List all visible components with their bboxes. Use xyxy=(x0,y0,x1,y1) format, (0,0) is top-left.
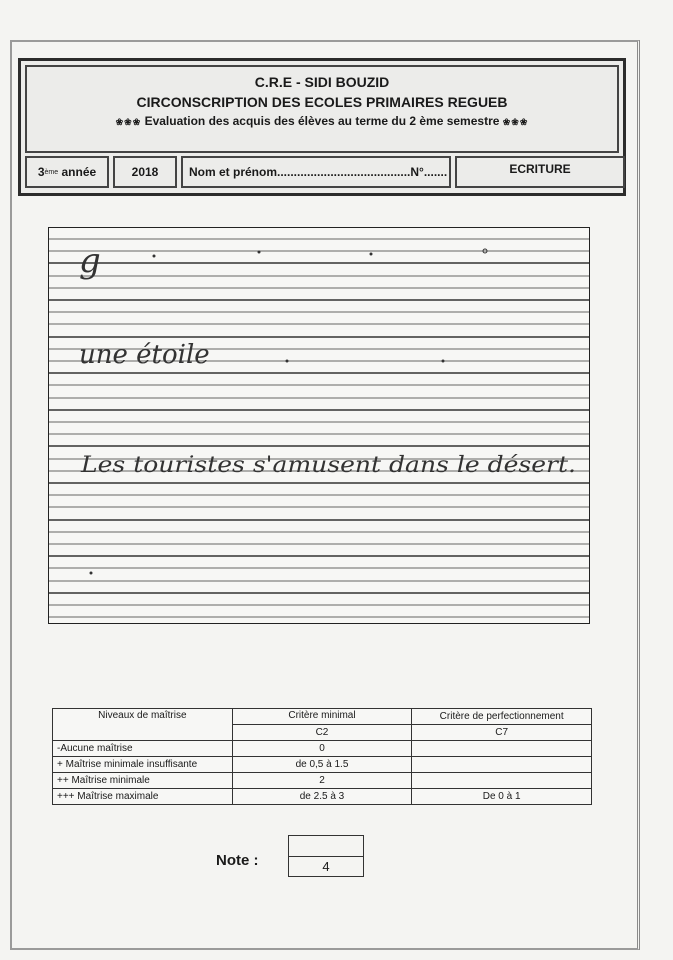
handwriting-area xyxy=(48,227,590,624)
evaluation-text: Evaluation des acquis des élèves au terme du 2 ème semestre xyxy=(144,114,500,128)
name-field[interactable]: Nom et prénom........................................N°....... xyxy=(181,156,451,188)
flower-ornament-right: ❀❀❀ xyxy=(502,117,529,127)
exam-header xyxy=(18,58,626,196)
header-info-row xyxy=(25,156,619,188)
c7-value xyxy=(412,741,592,757)
level-label: ++ Maîtrise minimale xyxy=(53,773,233,789)
flower-ornament-left: ❀❀❀ xyxy=(115,117,142,127)
grade-suffix: ème xyxy=(44,168,59,176)
header-title-box xyxy=(25,65,619,153)
note-label: Note : xyxy=(216,852,259,869)
c2-value: 0 xyxy=(232,741,412,757)
handwritten-sentence: Les touristes s'amusent dans le désert. xyxy=(79,453,577,478)
level-label: + Maîtrise minimale insuffisante xyxy=(53,757,233,773)
header-line-cre: C.R.E - SIDI BOUZID xyxy=(254,74,390,90)
grade-cell xyxy=(25,156,109,188)
ink-dot xyxy=(442,360,445,363)
note-box xyxy=(288,835,364,877)
c2-value: de 0,5 à 1.5 xyxy=(232,757,412,773)
header-line-circonscription: CIRCONSCRIPTION DES ECOLES PRIMAIRES REGUEB xyxy=(136,94,508,110)
table-row xyxy=(53,789,592,805)
c2-value: 2 xyxy=(232,773,412,789)
grading-grid xyxy=(52,708,592,805)
note-box-top xyxy=(289,836,363,857)
c7-value: De 0 à 1 xyxy=(412,789,592,805)
level-label: +++ Maîtrise maximale xyxy=(53,789,233,805)
handwritten-une-etoile: une étoile xyxy=(79,340,210,370)
ruled-lines xyxy=(49,228,589,623)
year-cell: 2018 xyxy=(113,156,177,188)
grade-word: année xyxy=(61,165,97,179)
grid-header-minimal: Critère minimal xyxy=(232,709,412,725)
subject-cell: ECRITURE xyxy=(455,156,625,188)
handwritten-letter-g: g xyxy=(79,241,101,281)
ink-dot xyxy=(370,253,373,256)
table-row xyxy=(53,741,592,757)
table-row xyxy=(53,757,592,773)
c7-value xyxy=(412,773,592,789)
ink-dot xyxy=(90,572,93,575)
criterion-c7: C7 xyxy=(412,725,592,741)
ink-dot xyxy=(286,360,289,363)
criterion-c2: C2 xyxy=(232,725,412,741)
grid-header-perfection: Critère de perfectionnement xyxy=(412,709,592,725)
grid-header-levels: Niveaux de maîtrise xyxy=(53,709,233,741)
note-value: 4 xyxy=(322,859,330,874)
ink-dot xyxy=(153,255,156,258)
header-line-evaluation xyxy=(27,114,617,128)
ink-dot xyxy=(258,251,261,254)
grid-header-row xyxy=(53,709,592,725)
table-row xyxy=(53,773,592,789)
c7-value xyxy=(412,757,592,773)
grade-number: 3 xyxy=(37,165,45,179)
level-label: -Aucune maîtrise xyxy=(53,741,233,757)
c2-value: de 2.5 à 3 xyxy=(232,789,412,805)
